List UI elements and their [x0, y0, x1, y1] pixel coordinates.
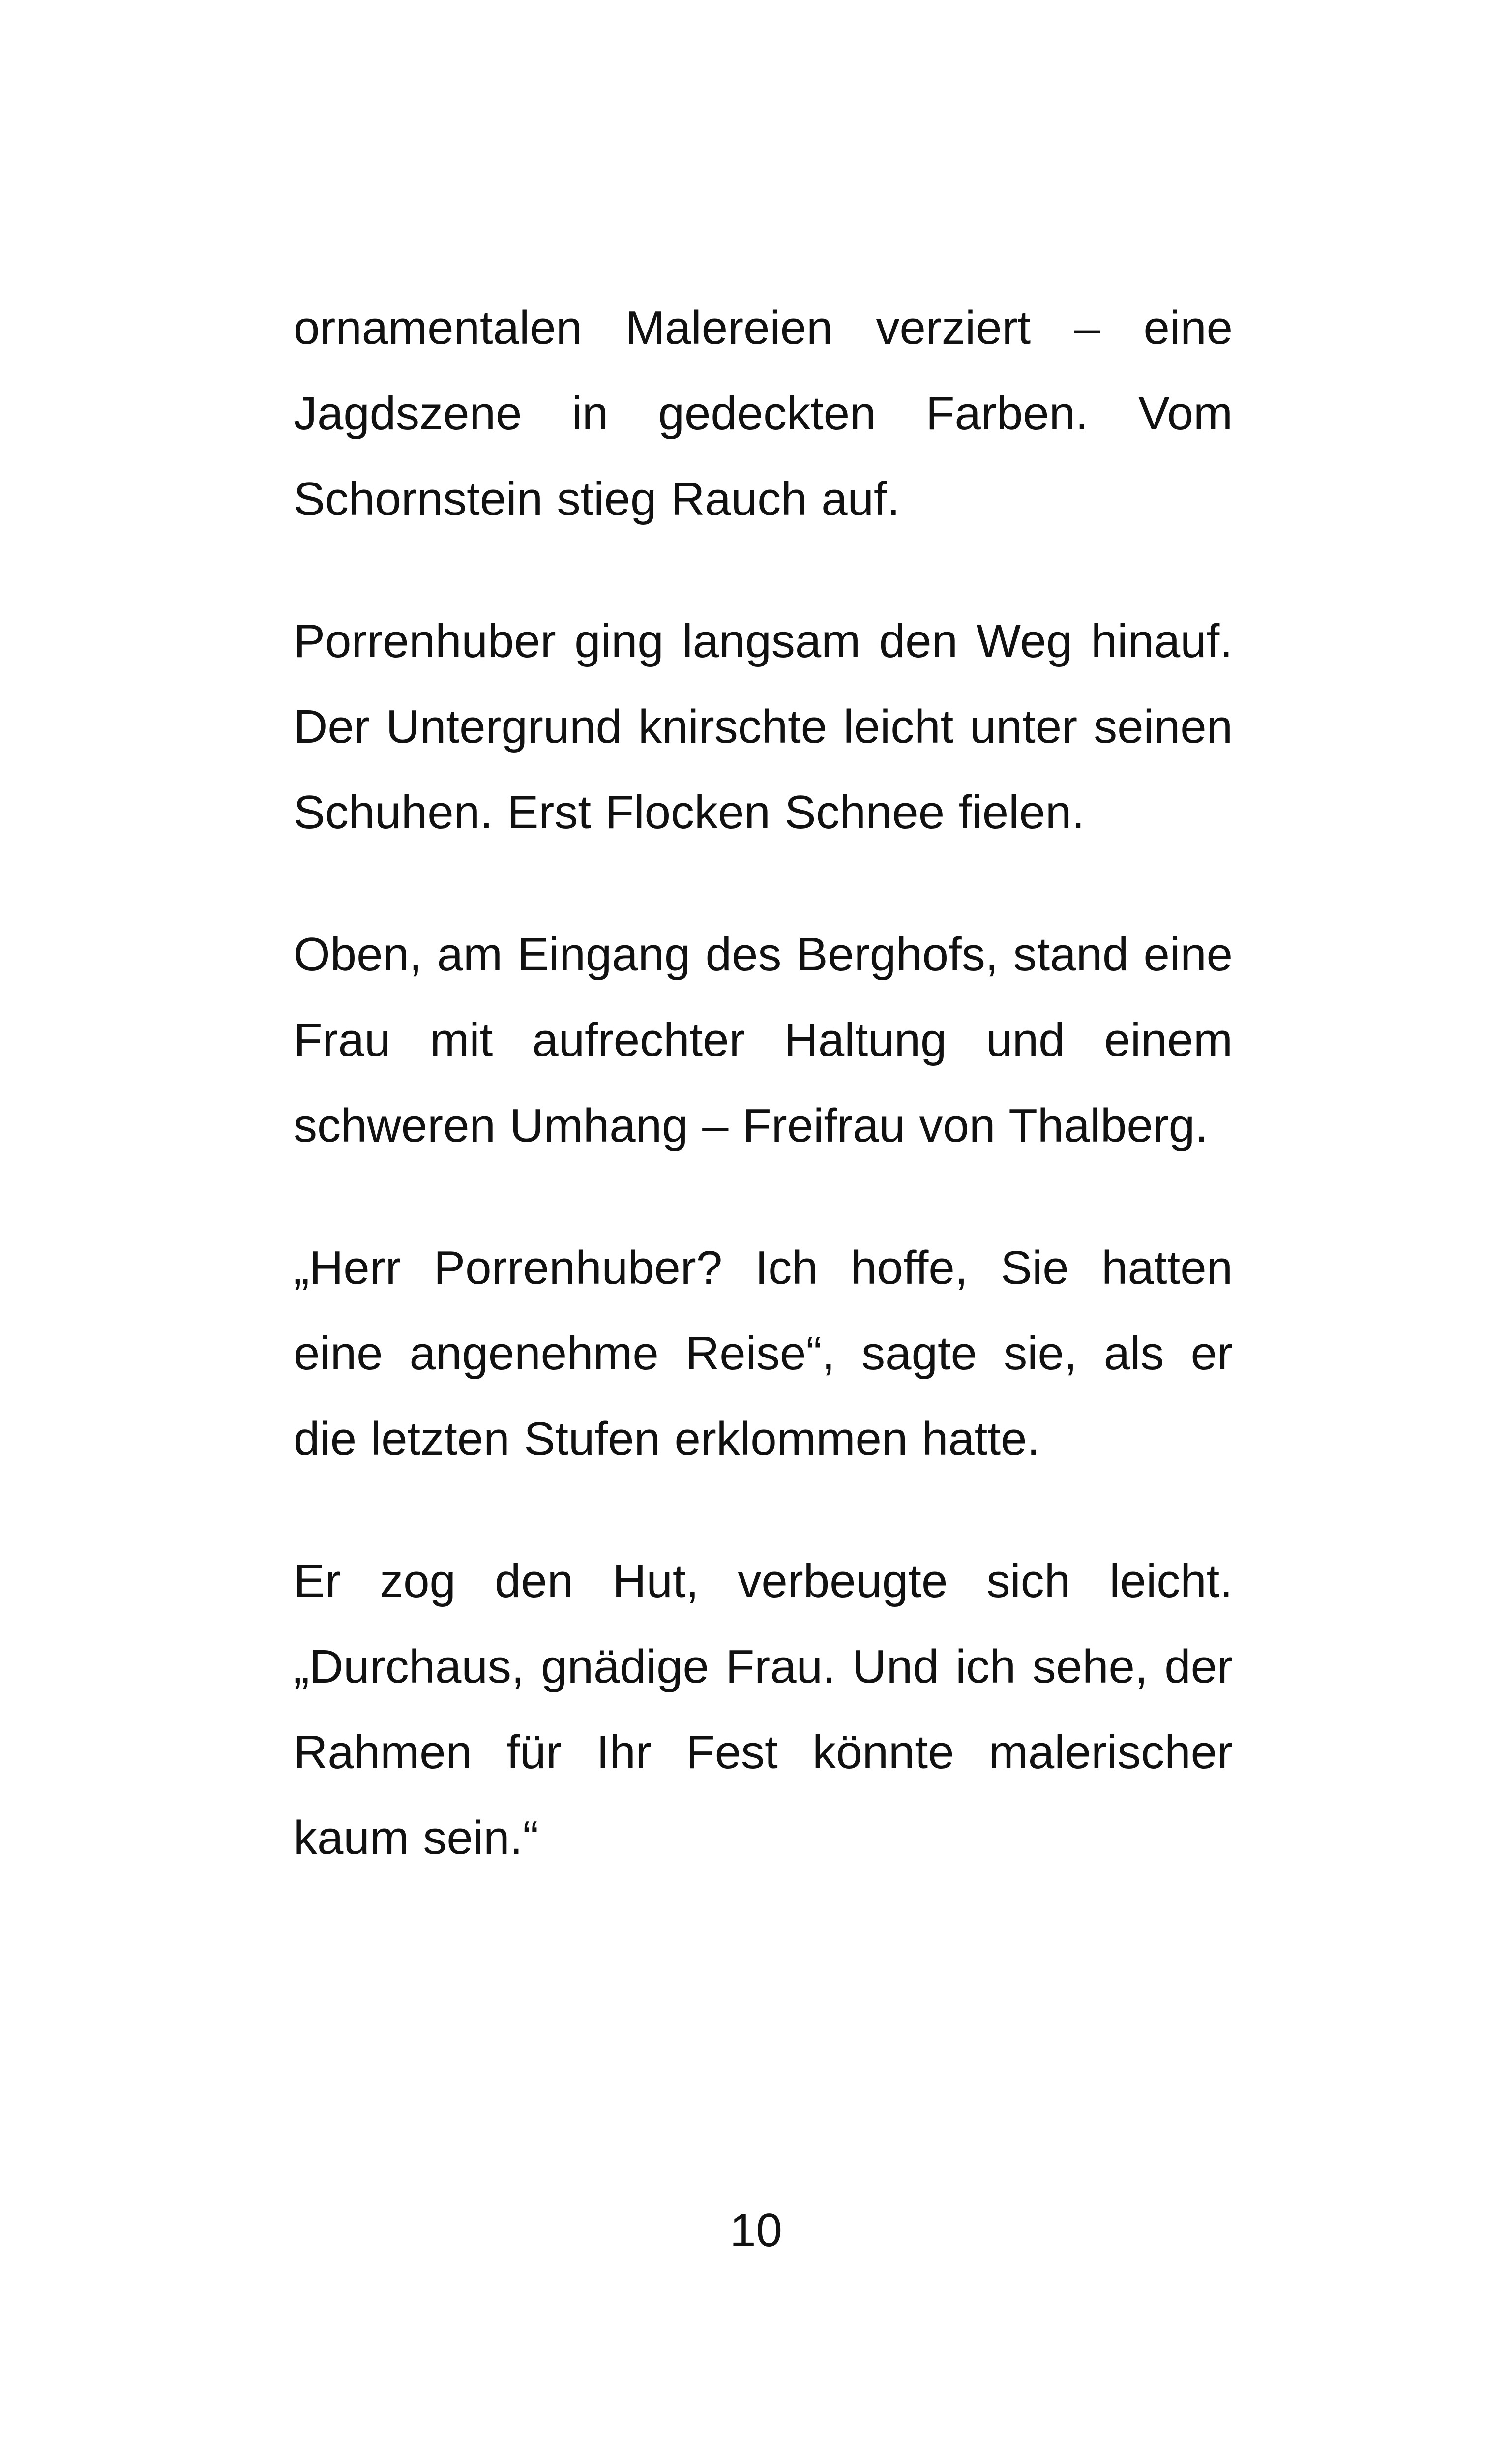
page-number: 10: [730, 2204, 782, 2257]
paragraph-3: Oben, am Eingang des Berghofs, stand eine Frau mit aufrechter Haltung und einem schweren Umhang – Freifrau von Thalberg.: [294, 928, 1233, 1152]
paragraph-4: „Herr Porrenhuber? Ich hoffe, Sie hatten eine angenehme Reise“, sagte sie, als er die letzten Stufen erklommen hatte.: [294, 1241, 1233, 1465]
paragraph-5: Er zog den Hut, verbeugte sich leicht. „Durchaus, gnädige Frau. Und ich sehe, der Rahmen für Ihr Fest könnte malerischer kaum sein.“: [294, 1555, 1233, 1864]
paragraph-2: Porrenhuber ging langsam den Weg hinauf. Der Untergrund knirschte leicht unter seinen Schuhen. Erst Flocken Schnee fielen.: [294, 615, 1233, 839]
body-text: [294, 285, 1233, 1881]
paragraph-1: ornamentalen Malereien verziert – eine Jagdszene in gedeckten Farben. Vom Schornstein stieg Rauch auf.: [294, 302, 1233, 525]
